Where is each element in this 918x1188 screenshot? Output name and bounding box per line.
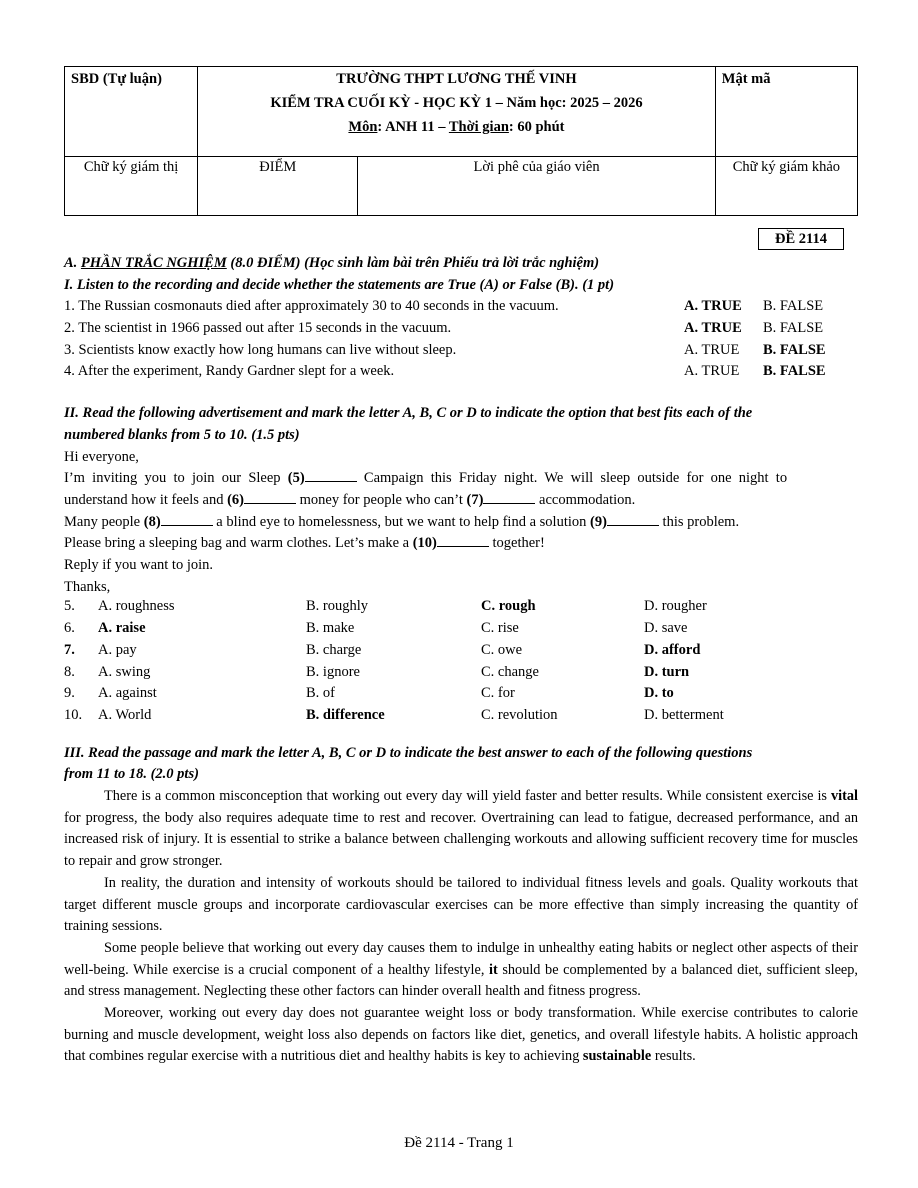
exam-page [64, 66, 858, 1065]
option-row [64, 620, 858, 642]
question-number: 5. [64, 598, 75, 615]
ad-line-3: Many people (8) a blind eye to homelessness, but we want to help find a solution (9) this problem. [64, 513, 740, 530]
sbd-label: SBD (Tự luận) [65, 67, 198, 157]
option-row [64, 685, 858, 707]
passage-paragraph-4: Moreover, working out every day does not guarantee weight loss or body transformation. While exercise contributes to calorie burning and muscle development, weight loss also depends on factors like diet, genetics, and overall lifestyle habits. A holistic approach that combines regular exercise with a nutritious diet and healthy habits is key to achieving sustainable results. [64, 1005, 858, 1065]
tf-item [64, 340, 858, 362]
part3-heading-1: III. Read the passage and mark the letter A, B, C or D to indicate the best answer to each of the following questions [64, 744, 753, 761]
subject-line: Môn: ANH 11 – Thời gian: 60 phút [348, 119, 565, 135]
option-c: C. change [481, 663, 539, 680]
examiner-signature-label: Chữ ký giám khảo [715, 157, 857, 216]
ad-reply: Reply if you want to join. [64, 557, 214, 574]
tf-question: 1. The Russian cosmonauts died after approximately 30 to 40 seconds in the vacuum. [64, 298, 559, 315]
option-a: A. raise [98, 620, 146, 637]
section-a-title: A. PHẦN TRẮC NGHIỆM (8.0 ĐIỂM) (Học sinh làm bài trên Phiếu trả lời trắc nghiệm) [64, 255, 600, 271]
option-b: B. roughly [306, 598, 369, 615]
option-row [64, 642, 858, 664]
option-c: C. rise [481, 620, 519, 637]
part1-heading: I. Listen to the recording and decide whether the statements are True (A) or False (B). (1 pt) [64, 276, 615, 293]
question-number: 7. [64, 641, 75, 658]
tf-item [64, 296, 858, 318]
tf-item [64, 361, 858, 383]
options-list [64, 598, 858, 728]
option-d: D. to [644, 685, 674, 702]
option-b: B. of [306, 685, 335, 702]
ad-line-2: understand how it feels and (6) money for people who can’t (7) accommodation. [64, 491, 636, 508]
tf-question: 2. The scientist in 1966 passed out after 15 seconds in the vacuum. [64, 320, 452, 337]
exam-code-box: ĐỀ 2114 [758, 228, 844, 250]
header-table [64, 66, 858, 216]
option-b: B. difference [306, 706, 385, 723]
part2-heading-1: II. Read the following advertisement and mark the letter A, B, C or D to indicate the option that best fits each of the [64, 405, 753, 422]
reading-passage [64, 786, 858, 1068]
tf-option-false: B. FALSE [763, 298, 824, 315]
option-row [64, 707, 858, 729]
option-a: A. against [98, 685, 157, 702]
option-d: D. afford [644, 641, 701, 658]
option-b: B. ignore [306, 663, 360, 680]
option-b: B. make [306, 620, 355, 637]
part3-heading-2: from 11 to 18. (2.0 pts) [64, 766, 199, 783]
passage-paragraph-2: In reality, the duration and intensity of workouts should be tailored to individual fitness levels and goals. Quality workouts that target different muscle groups and incorporate cardiovascular exercises can be more effective than simply increasing the quantity of training sessions. [64, 874, 858, 935]
question-number: 10. [64, 706, 83, 723]
option-row [64, 664, 858, 686]
question-number: 6. [64, 620, 75, 637]
option-a: A. World [98, 706, 152, 723]
tf-option-true: A. TRUE [684, 298, 742, 315]
school-name: TRƯỜNG THPT LƯƠNG THẾ VINH [336, 71, 577, 87]
part2-heading-2: numbered blanks from 5 to 10. (1.5 pts) [64, 426, 300, 443]
ad-thanks: Thanks, [64, 578, 111, 595]
tf-question: 4. After the experiment, Randy Gardner slept for a week. [64, 363, 395, 380]
ad-line-4: Please bring a sleeping bag and warm clothes. Let’s make a (10) together! [64, 535, 545, 552]
option-d: D. turn [644, 663, 690, 680]
score-label: ĐIỂM [198, 157, 358, 216]
proctor-signature-label: Chữ ký giám thị [65, 157, 198, 216]
option-c: C. revolution [481, 706, 558, 723]
tf-option-false: B. FALSE [763, 363, 826, 380]
question-number: 9. [64, 685, 75, 702]
option-d: D. betterment [644, 706, 724, 723]
secret-code-label: Mật mã [715, 67, 857, 157]
passage-paragraph-3: Some people believe that working out every day causes them to indulge in unhealthy eating habits or neglect other aspects of their well-being. While exercise is a crucial component of a healthy lifestyle, it should be complemented by a balanced diet, sufficient sleep, and stress management. Neglecting these other factors can hinder overall health and fitness progress. [64, 939, 858, 1000]
ad-line-1: I’m inviting you to join our Sleep (5) Campaign this Friday night. We will sleep outside for one night to [64, 470, 788, 487]
true-false-list [64, 296, 858, 383]
tf-option-false: B. FALSE [763, 341, 826, 358]
tf-option-false: B. FALSE [763, 320, 824, 337]
ad-greeting: Hi everyone, [64, 448, 139, 465]
option-d: D. save [644, 620, 688, 637]
option-d: D. rougher [644, 598, 707, 615]
tf-item [64, 318, 858, 340]
option-c: C. owe [481, 641, 523, 658]
tf-question: 3. Scientists know exactly how long humans can live without sleep. [64, 341, 457, 358]
exam-title: KIỂM TRA CUỐI KỲ - HỌC KỲ 1 – Năm học: 2025 – 2026 [270, 95, 643, 111]
question-number: 8. [64, 663, 75, 680]
option-a: A. pay [98, 641, 137, 658]
option-a: A. swing [98, 663, 151, 680]
option-c: C. rough [481, 598, 536, 615]
option-row [64, 598, 858, 620]
option-b: B. charge [306, 641, 362, 658]
tf-option-true: A. TRUE [684, 320, 742, 337]
option-c: C. for [481, 685, 515, 702]
school-block [198, 67, 716, 157]
option-a: A. roughness [98, 598, 175, 615]
page-footer: Đề 2114 - Trang 1 [404, 1135, 514, 1151]
teacher-comment-label: Lời phê của giáo viên [358, 157, 715, 216]
tf-option-true: A. TRUE [684, 363, 740, 380]
tf-option-true: A. TRUE [684, 341, 740, 358]
passage-paragraph-1: There is a common misconception that working out every day will yield faster and better results. While consistent exercise is vital for progress, the body also requires adequate time to rest and recover. Overtraining can lead to fatigue, decreased performance, and an increased risk of injury. It is essential to strike a balance between challenging workouts and allowing sufficient recovery time for muscles to repair and grow stronger. [64, 788, 858, 870]
